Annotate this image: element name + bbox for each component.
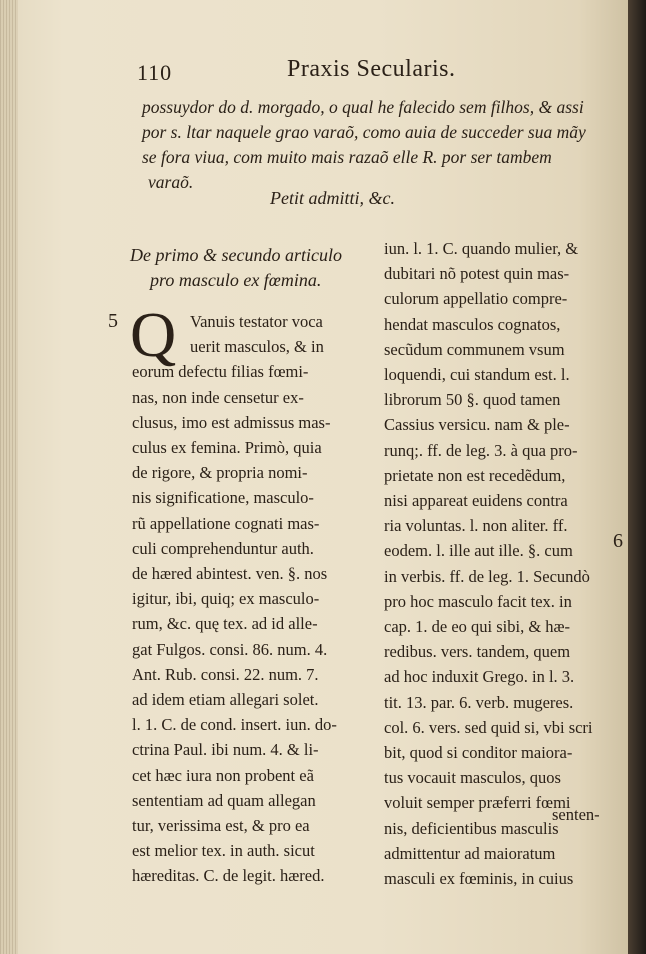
text-line: cet hæc iura non probent eã bbox=[132, 765, 314, 785]
intro-line: se fora viua, com muito mais razaõ elle R. por ser tambem bbox=[142, 147, 552, 167]
text-line: ria voluntas. l. non aliter. ff. bbox=[384, 516, 568, 536]
text-line: gat Fulgos. consi. 86. num. 4. bbox=[132, 639, 328, 659]
running-head: Praxis Secularis. bbox=[287, 56, 456, 82]
text-line: culus ex femina. Primò, quia bbox=[132, 438, 322, 458]
text-line: redibus. vers. tandem, quem bbox=[384, 642, 571, 662]
text-line: runq;. ff. de leg. 3. à qua pro- bbox=[384, 440, 578, 460]
text-line: de rigore, & propria nomi- bbox=[132, 463, 308, 483]
text-line: cap. 1. de eo qui sibi, & hæ- bbox=[384, 617, 571, 637]
text-line: dubitari nõ potest quin mas- bbox=[384, 264, 570, 284]
text-line: ad hoc induxit Grego. in l. 3. bbox=[384, 667, 575, 687]
text-line: eorum defectu filias fœmi- bbox=[132, 362, 309, 382]
text-line: culi comprehenduntur auth. bbox=[132, 538, 314, 558]
text-line: rũ appellatione cognati mas- bbox=[132, 513, 320, 533]
catchword: senten- bbox=[552, 805, 600, 824]
text-line: secũdum communem vsum bbox=[384, 339, 565, 359]
text-line: tit. 13. par. 6. verb. mugeres. bbox=[384, 692, 574, 712]
text-line: nis significatione, masculo- bbox=[132, 488, 314, 508]
text-line: uerit masculos, & in bbox=[190, 337, 324, 357]
text-line: prietate non est recedẽdum, bbox=[384, 465, 566, 485]
text-line: l. 1. C. de cond. insert. iun. do- bbox=[132, 715, 337, 735]
text-line: voluit semper præferri fœmi bbox=[384, 793, 571, 813]
text-line: iun. l. 1. C. quando mulier, & bbox=[384, 239, 579, 258]
right-text-column bbox=[384, 236, 616, 891]
text-line: clusus, imo est admissus mas- bbox=[132, 412, 331, 432]
text-line: igitur, ibi, quiq; ex masculo- bbox=[132, 589, 320, 609]
text-line: nisi appareat euidens contra bbox=[384, 491, 568, 511]
page-number: 110 bbox=[137, 60, 173, 85]
intro-line: possuydor do d. morgado, o qual he falecido sem filhos, & assi bbox=[142, 97, 584, 117]
text-line: Ant. Rub. consi. 22. num. 7. bbox=[132, 664, 319, 684]
section-heading bbox=[130, 243, 380, 293]
text-line: sententiam ad quam allegan bbox=[132, 790, 316, 810]
text-line: tur, verissima est, & pro ea bbox=[132, 816, 310, 836]
page-edge bbox=[0, 0, 18, 954]
text-line: pro hoc masculo facit tex. in bbox=[384, 591, 572, 611]
text-line: hendat masculos cognatos, bbox=[384, 314, 561, 334]
text-line: nas, non inde censetur ex- bbox=[132, 387, 304, 407]
text-line: Vanuis testator voca bbox=[190, 312, 323, 331]
book-spine bbox=[628, 0, 646, 954]
text-line: tus vocauit masculos, quos bbox=[384, 768, 561, 788]
text-line: masculi ex fœminis, in cuius bbox=[384, 869, 574, 889]
left-text-column bbox=[130, 299, 378, 889]
intro-line: varaõ. bbox=[148, 172, 194, 192]
margin-number-left: 5 bbox=[108, 310, 118, 332]
text-line: librorum 50 §. quod tamen bbox=[384, 390, 561, 410]
text-line: admittentur ad maioratum bbox=[384, 843, 556, 863]
text-line: eodem. l. ille aut ille. §. cum bbox=[384, 541, 573, 561]
text-line: ad idem etiam allegari solet. bbox=[132, 690, 319, 710]
text-line: rum, &c. quę tex. ad id alle- bbox=[132, 614, 318, 634]
drop-capital: Q bbox=[130, 299, 177, 370]
text-line: in verbis. ff. de leg. 1. Secundò bbox=[384, 566, 590, 586]
margin-number-right: 6 bbox=[613, 530, 623, 552]
text-line: ctrina Paul. ibi num. 4. & li- bbox=[132, 740, 319, 760]
text-line: culorum appellatio compre- bbox=[384, 289, 568, 309]
text-line: de hæred abintest. ven. §. nos bbox=[132, 564, 328, 584]
text-line: nis, deficientibus masculis bbox=[384, 818, 559, 838]
text-line: loquendi, cui standum est. l. bbox=[384, 365, 570, 385]
petit-line: Petit admitti, &c. bbox=[270, 188, 395, 208]
text-line: bit, quod si conditor maiora- bbox=[384, 743, 573, 763]
heading-line: De primo & secundo articulo bbox=[130, 245, 342, 265]
intro-line: por s. ltar naquele grao varaõ, como auia de succeder sua mãy bbox=[142, 122, 586, 142]
text-line: col. 6. vers. sed quid si, vbi scri bbox=[384, 717, 593, 737]
text-line: hæreditas. C. de legit. hæred. bbox=[132, 866, 325, 886]
intro-paragraph bbox=[142, 95, 612, 195]
text-line: est melior tex. in auth. sicut bbox=[132, 841, 315, 861]
heading-line: pro masculo ex fœmina. bbox=[150, 270, 322, 290]
text-line: Cassius versicu. nam & ple- bbox=[384, 415, 570, 435]
